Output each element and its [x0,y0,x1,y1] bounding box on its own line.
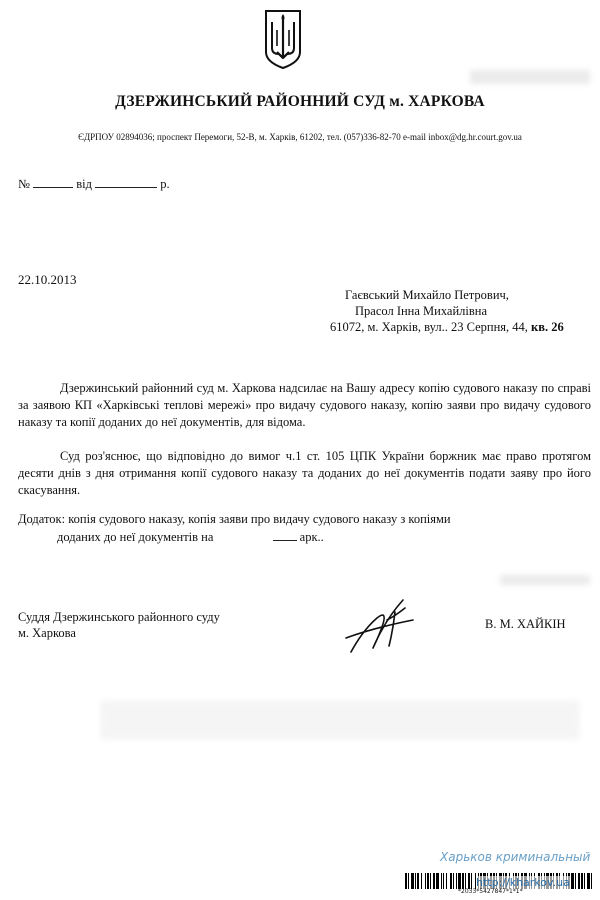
body-paragraph-1: Дзержинський районний суд м. Харкова надсилає на Вашу адресу копію судового наказу по справі за заявою КП «Харківські теплові мережі» про видачу судового наказу, копію заяви про видачу судового наказу та копії доданих до неї документів, для відома. [18,381,591,429]
watermark-site: http://kharkov.ua [476,876,570,889]
recipient-street: 61072, м. Харків, вул.. 23 Серпня, 44, [330,320,528,334]
letter-date: 22.10.2013 [18,272,77,287]
judge-title [18,609,220,641]
date-blank [95,176,157,188]
recipient-name-1: Гаєвський Михайло Петрович, [345,288,509,302]
judge-title-line-2: м. Харкова [18,626,76,640]
attachment-suffix: арк.. [299,530,324,544]
number-blank [33,176,73,188]
number-label: № [18,177,30,191]
body-paragraph-2: Суд роз'яснює, що відповідно до вимог ч.1 ст. 105 ЦПК України боржник має право протягом десяти днів з дня отримання копії судового наказу та доданих до неї документів подати заяву про його скасування. [18,449,591,497]
court-contacts: ЄДРПОУ 02894036; проспект Перемоги, 52-В, м. Харків, 61202, тел. (057)336-82-70 e-mail inbox@dg.hr.court.gov.ua [78,132,522,142]
registration-line [18,176,170,192]
attachment-block [18,510,591,546]
recipient-apartment: кв. 26 [531,320,564,334]
attachment-line-2 [18,528,591,546]
date-label: від [76,177,92,191]
recipient-address [330,319,564,335]
pages-blank-space [217,530,273,541]
handwritten-signature [343,590,418,660]
coat-of-arms-icon [263,8,303,70]
attachment-docs: доданих до неї документів на [57,530,214,544]
court-name-heading: ДЗЕРЖИНСЬКИЙ РАЙОННИЙ СУД м. ХАРКОВА [115,93,485,110]
recipient-name-2: Прасол Інна Михайлівна [355,304,488,318]
judge-title-line-1: Суддя Дзержинського районного суду [18,610,220,624]
watermark-text: Харьков криминальный [440,850,591,864]
attachment-line-1: Додаток: копія судового наказу, копія заяви про видачу судового наказу з копіями [18,512,451,526]
judge-name: В. М. ХАЙКІН [485,617,566,631]
year-suffix: р. [160,177,170,191]
barcode-number: *2033*5427847*1*1* [458,888,523,895]
pages-blank [273,529,297,541]
